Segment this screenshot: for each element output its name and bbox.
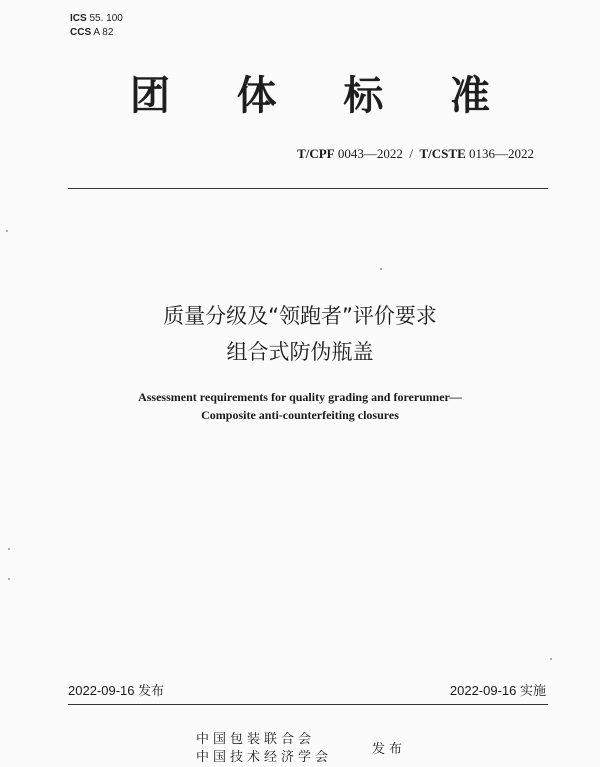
english-title-line-2: Composite anti-counterfeiting closures — [201, 408, 399, 422]
ccs-value: A 82 — [93, 27, 114, 38]
scan-speck — [8, 578, 10, 580]
doc-type-char-4: 准 — [449, 73, 490, 119]
ics-code — [70, 12, 123, 26]
issue-date: 2022-09-16 发布 — [68, 683, 165, 698]
std-prefix-1: T/CPF — [297, 146, 335, 161]
publishing-organizations — [196, 731, 332, 767]
ics-value: 55. 100 — [89, 13, 123, 24]
publisher-org-1: 中国包装联合会 — [196, 732, 316, 747]
std-prefix-2: T/CSTE — [419, 146, 466, 161]
chinese-title-line-2: 组合式防伪瓶盖 — [226, 340, 374, 364]
publish-label: 发布 — [372, 742, 407, 757]
scan-speck — [6, 230, 8, 232]
document-type-heading — [130, 72, 490, 120]
chinese-title-line-1: 质量分级及“领跑者”评价要求 — [163, 304, 437, 328]
scan-speck — [380, 268, 382, 270]
top-divider — [68, 188, 548, 189]
doc-type-char-3: 标 — [343, 73, 384, 119]
std-number-1: 0043—2022 — [337, 146, 403, 161]
ics-label: ICS — [70, 13, 87, 24]
standard-numbers — [297, 146, 534, 162]
doc-type-char-1: 团 — [130, 73, 170, 119]
publisher-org-2: 中国技术经济学会 — [196, 750, 333, 765]
ccs-label: CCS — [70, 27, 92, 38]
scan-speck — [550, 658, 552, 660]
scan-speck — [8, 548, 10, 550]
ccs-code — [70, 26, 123, 40]
doc-type-char-2: 体 — [236, 73, 277, 119]
std-separator: / — [409, 146, 413, 161]
classification-codes — [70, 12, 123, 40]
english-title — [0, 388, 600, 424]
std-number-2: 0136—2022 — [469, 146, 534, 161]
bottom-divider — [68, 704, 548, 705]
chinese-title — [0, 298, 600, 370]
english-title-line-1: Assessment requirements for quality grading and forerunner— — [138, 390, 462, 404]
implementation-date: 2022-09-16 实施 — [449, 683, 546, 698]
